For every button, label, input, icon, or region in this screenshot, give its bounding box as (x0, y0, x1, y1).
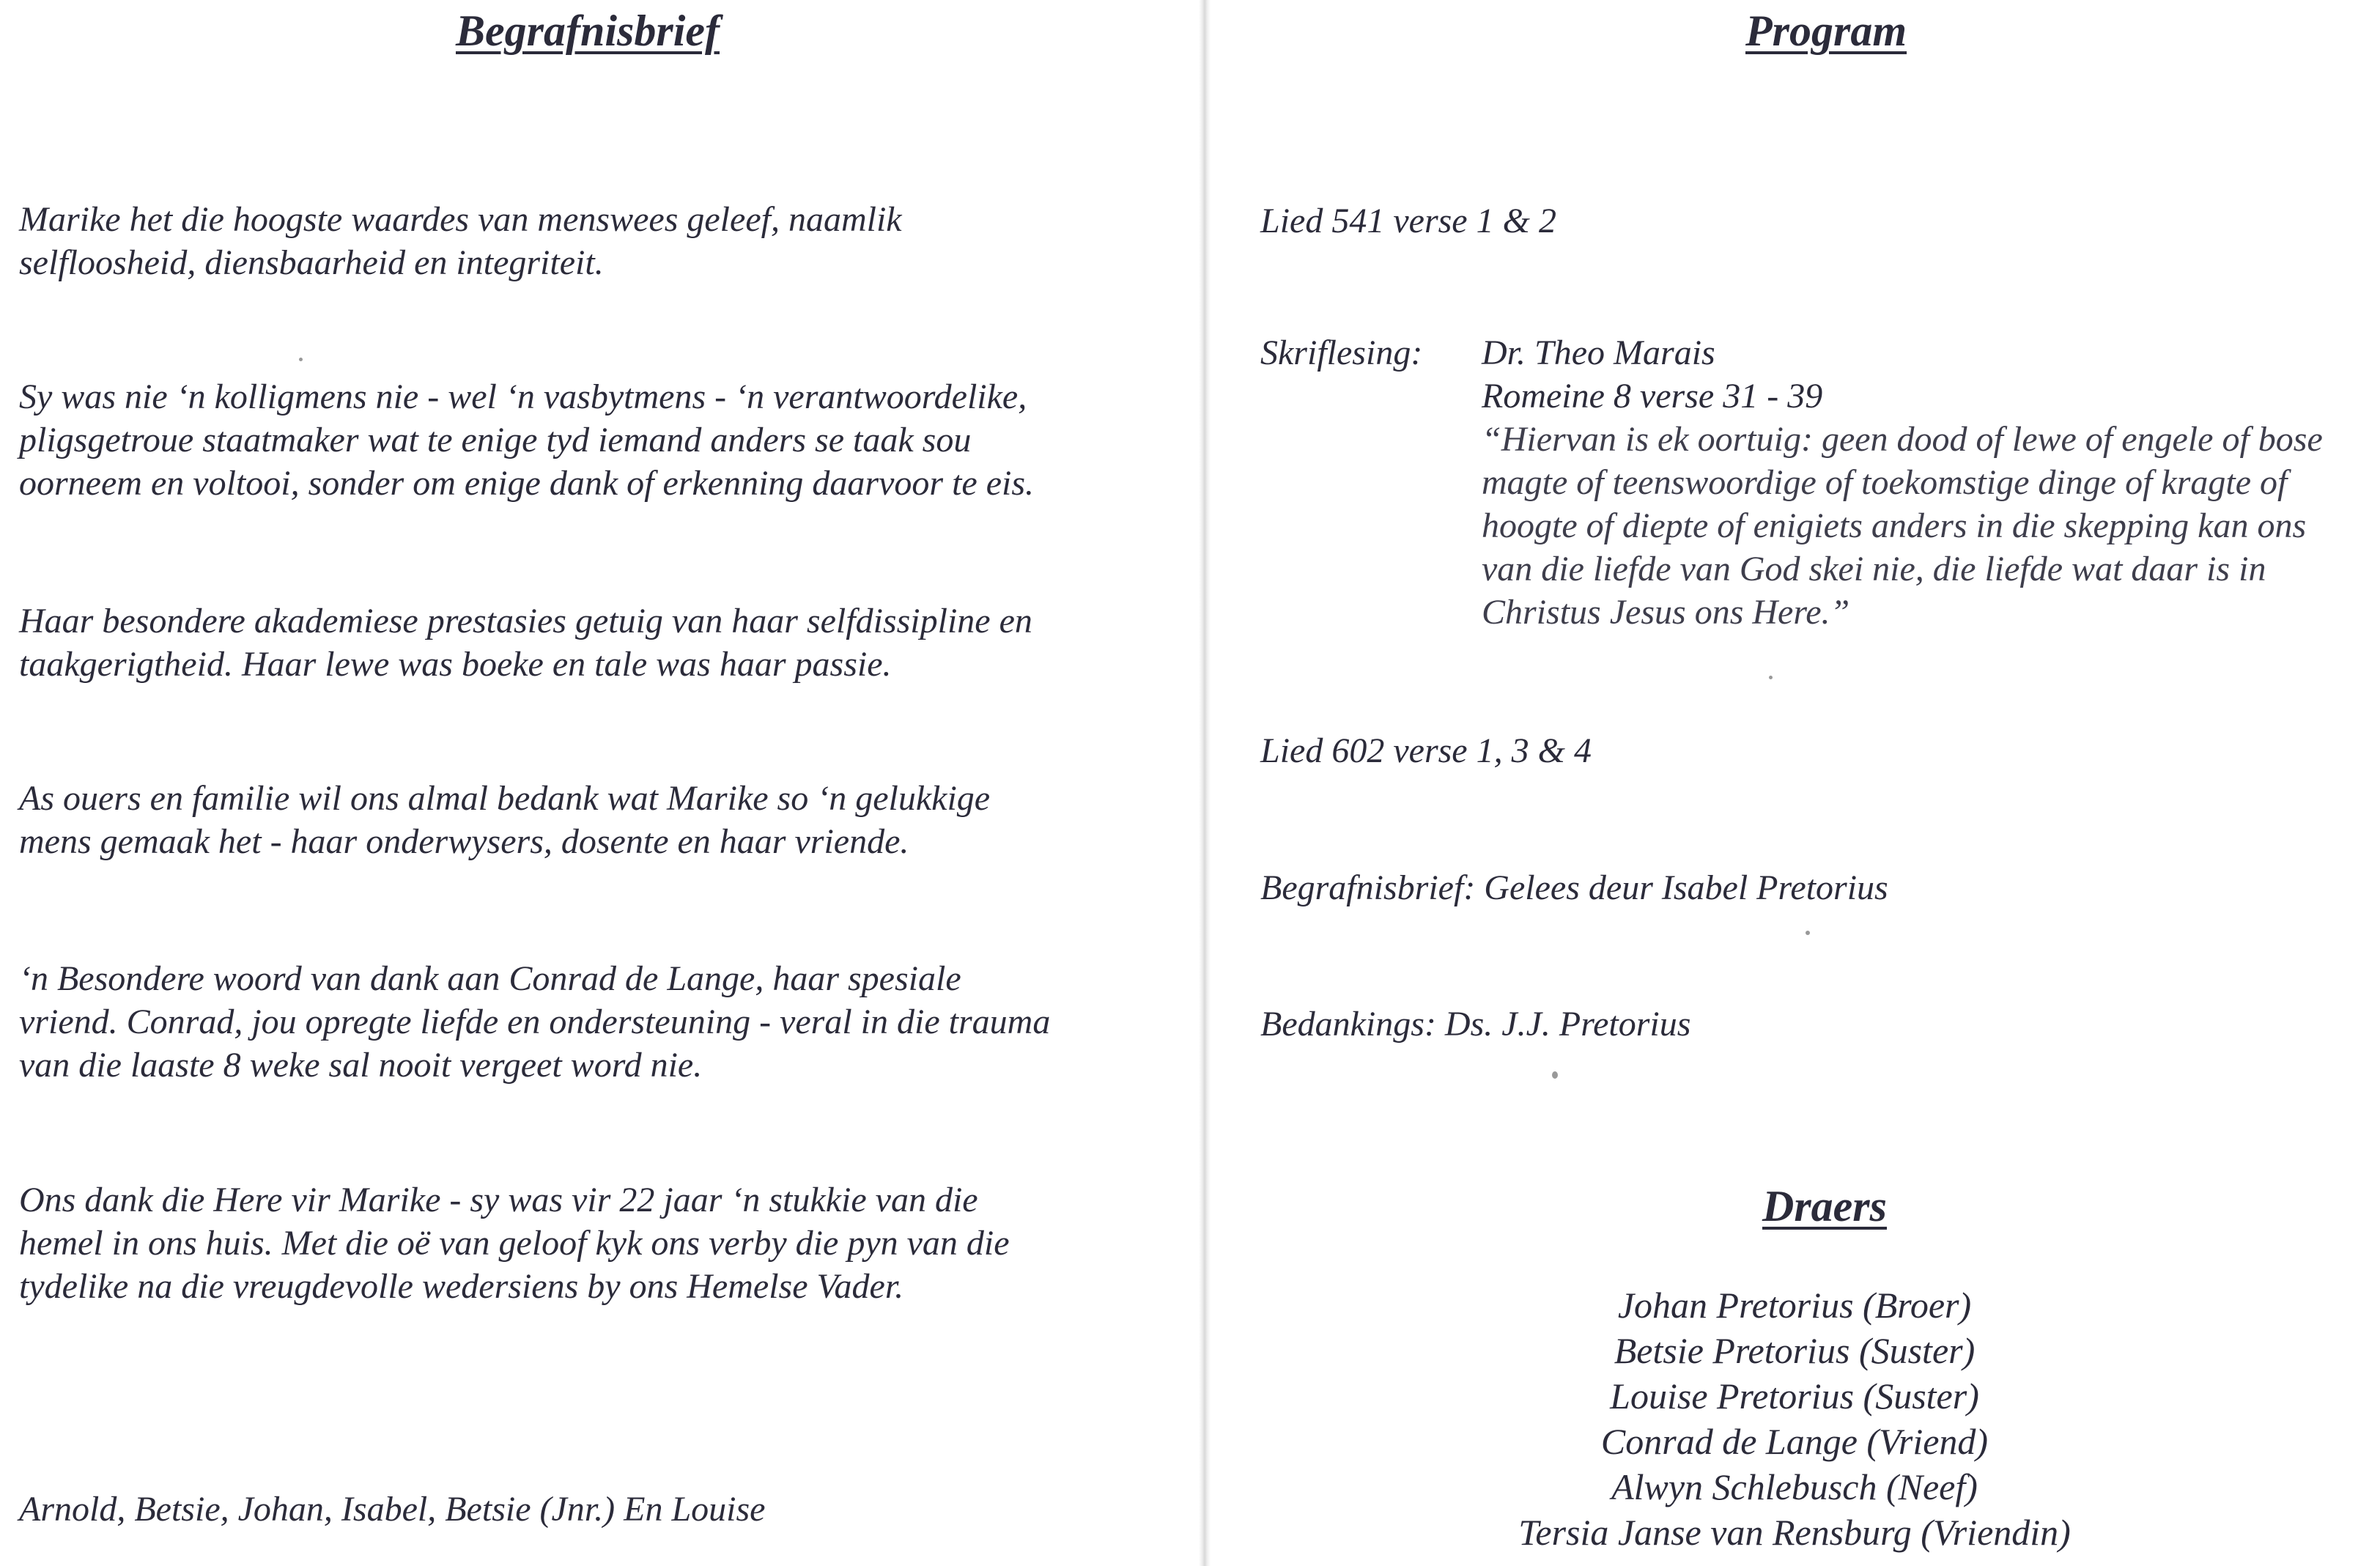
paragraph-line: tydelike na die vreugdevolle wedersiens by ons Hemelse Vader. (19, 1267, 904, 1306)
paper-speck (299, 358, 303, 361)
scripture-quote-line: van die liefde van God skei nie, die liefde wat daar is in (1482, 550, 2266, 588)
paragraph-line: ‘n Besondere woord van dank aan Conrad de Lange, haar spesiale (19, 959, 961, 998)
thanks-item: Bedankings: Ds. J.J. Pretorius (1260, 1005, 1691, 1044)
paragraph-line: Sy was nie ‘n kolligmens nie - wel ‘n vasbytmens - ‘n verantwoordelike, (19, 377, 1027, 416)
paragraph-line: Marike het die hoogste waardes van menswees geleef, naamlik (19, 200, 902, 239)
scripture-body (1482, 331, 2380, 634)
bearer-item: Johan Pretorius (Broer) (1617, 1285, 1972, 1326)
tribute-paragraph-6 (19, 1178, 1177, 1308)
left-page-heading: Begrafnisbrief (456, 7, 720, 55)
hymn-2: Lied 602 verse 1, 3 & 4 (1260, 731, 1592, 770)
paragraph-line: Haar besondere akademiese prestasies getuig van haar selfdissipline en (19, 602, 1032, 640)
bearer-item: Betsie Pretorius (Suster) (1614, 1330, 1976, 1371)
scripture-quote-line: hoogte of diepte of enigiets anders in die skepping kan ons (1482, 506, 2307, 545)
letter-reading: Begrafnisbrief: Gelees deur Isabel Pretorius (1260, 868, 1888, 907)
paragraph-line: selfloosheid, diensbaarheid en integriteit. (19, 243, 604, 282)
paragraph-line: hemel in ons huis. Met die oë van geloof kyk ons verby die pyn van die (19, 1224, 1010, 1263)
paper-speck (1552, 1071, 1558, 1079)
paragraph-line: oorneem en voltooi, sonder om enige dank of erkenning daarvoor te eis. (19, 464, 1035, 503)
paragraph-line: van die laaste 8 weke sal nooit vergeet word nie. (19, 1046, 703, 1085)
bearers-heading: Draers (1762, 1182, 1888, 1230)
program-heading: Program (1745, 7, 1907, 55)
paragraph-line: mens gemaak het - haar onderwysers, dosente en haar vriende. (19, 822, 909, 861)
bearer-item: Alwyn Schlebusch (Neef) (1611, 1466, 1978, 1507)
scripture-quote-line: Christus Jesus ons Here.” (1482, 593, 1850, 632)
tribute-paragraph-3 (19, 599, 1177, 686)
scripture-quote-line: “Hiervan is ek oortuig: geen dood of lewe of engele of bose (1482, 420, 2323, 459)
tribute-paragraph-2 (19, 375, 1177, 505)
right-page (1209, 0, 2380, 1566)
scripture-reader: Dr. Theo Marais (1482, 333, 1715, 372)
hymn-1: Lied 541 verse 1 & 2 (1260, 202, 1556, 240)
paragraph-line: Ons dank die Here vir Marike - sy was vir 22 jaar ‘n stukkie van die (19, 1181, 978, 1219)
paragraph-line: taakgerigtheid. Haar lewe was boeke en tale was haar passie. (19, 645, 892, 684)
scripture-quote-line: magte of teenswoordige of toekomstige dinge of kragte of (1482, 463, 2288, 502)
tribute-paragraph-4 (19, 777, 1177, 863)
paragraph-line: As ouers en familie wil ons almal bedank wat Marike so ‘n gelukkige (19, 779, 991, 818)
paper-speck (1769, 676, 1773, 679)
paragraph-line: pligsgetroue staatmaker wat te enige tyd iemand anders se taak sou (19, 421, 972, 459)
bearer-item: Conrad de Lange (Vriend) (1600, 1421, 1989, 1462)
scripture-label: Skriflesing: (1260, 333, 1423, 372)
bearer-item: Tersia Janse van Rensburg (Vriendin) (1518, 1512, 2071, 1553)
paper-speck (1806, 931, 1810, 935)
signature-line: Arnold, Betsie, Johan, Isabel, Betsie (Jnr.) En Louise (19, 1490, 766, 1529)
tribute-paragraph-1 (19, 198, 1177, 284)
scripture-passage: Romeine 8 verse 31 - 39 (1482, 377, 1823, 415)
bearers-list (1209, 1282, 2380, 1555)
bearer-item: Louise Pretorius (Suster) (1610, 1375, 1979, 1417)
tribute-paragraph-5 (19, 957, 1177, 1087)
paragraph-line: vriend. Conrad, jou opregte liefde en ondersteuning - veral in die trauma (19, 1002, 1051, 1041)
family-signature (19, 1488, 1177, 1531)
